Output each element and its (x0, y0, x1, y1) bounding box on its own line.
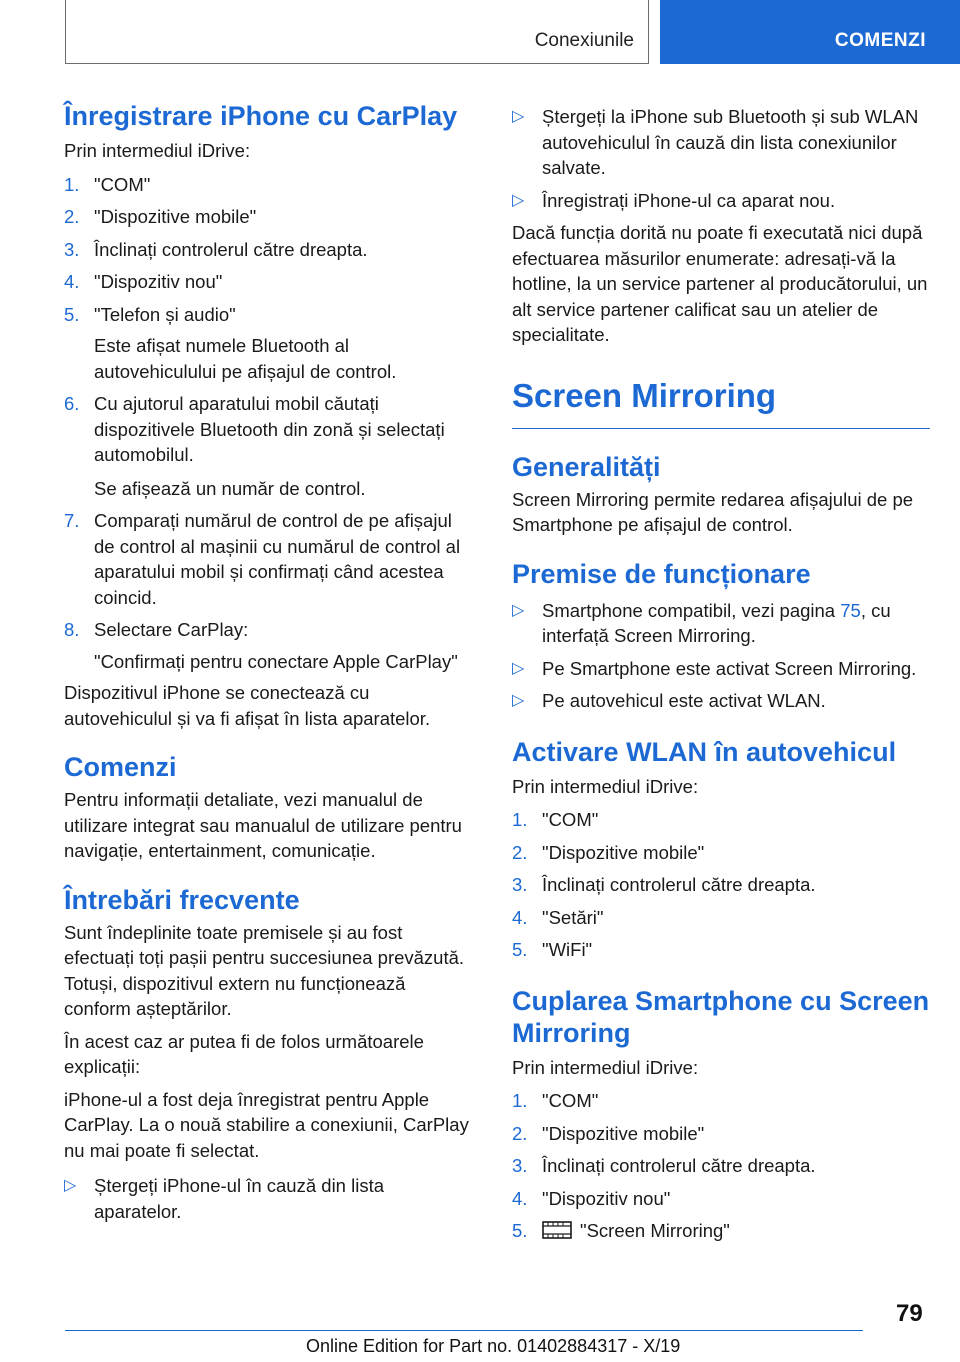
step-text: "Setări" (542, 906, 604, 928)
bullet-item (64, 1173, 476, 1224)
step-text: Comparați numărul de control de pe afișajul de control al mașinii cu numărul de control al aparatului mobil și confirmați când acestea coincid. (94, 510, 461, 608)
bullet-text: Pe autovehicul este activat WLAN. (542, 690, 826, 711)
bullet-text: Smartphone compatibil, vezi pagina (542, 599, 841, 621)
step-text: "Dispozitiv nou" (542, 1187, 671, 1209)
heading-iphone-carplay: Înregistrare iPhone cu CarPlay (64, 101, 458, 131)
premise-bullets (512, 598, 930, 714)
step-text: "Dispozitive mobile" (94, 206, 257, 227)
step-text: "Dispozitive mobile" (542, 1122, 705, 1144)
step-subtext: Se afișează un număr de control. (94, 477, 366, 499)
step-number: 1. (512, 809, 528, 830)
wlan-intro: Prin intermediul iDrive: (512, 775, 699, 797)
step-number: 7. (64, 510, 80, 531)
step-number: 6. (64, 393, 80, 414)
step-number: 4. (512, 1187, 528, 1209)
step-item (64, 508, 476, 610)
heading-comenzi: Comenzi (64, 752, 177, 782)
bullet-item (512, 598, 930, 649)
heading-cuplare: Cuplarea Smartphone cu Screen Mirroring (512, 985, 930, 1048)
triangle-bullet-icon: ▷ (512, 659, 525, 677)
step-text: "Telefon și audio" (94, 303, 236, 325)
step-number: 5. (512, 939, 528, 960)
bullet-text: Ștergeți la iPhone sub Bluetooth și sub WLAN autovehiculul în cauză din lista conexiunilor salvate. (542, 106, 919, 178)
bullet-text: Pe Smartphone este activat Screen Mirroring. (542, 657, 917, 679)
step-text: "Dispozitiv nou" (94, 271, 223, 292)
step-text: "COM" (542, 809, 599, 830)
left-column (64, 100, 476, 1224)
heading-generalitati: Generalități (512, 451, 661, 482)
heading-faq: Întrebări frecvente (64, 884, 300, 915)
triangle-bullet-icon: ▷ (512, 191, 525, 209)
header-active-tab[interactable] (660, 0, 960, 64)
step-item (64, 269, 476, 295)
general-text: Screen Mirroring permite redarea afișajului de pe Smartphone pe afișajul de control. (512, 488, 914, 535)
step-item (512, 840, 930, 866)
top-bullets (512, 104, 930, 213)
step-item (512, 937, 930, 963)
page-link[interactable]: 75 (840, 599, 861, 621)
step-number: 3. (64, 238, 80, 260)
step-number: 5. (512, 1220, 528, 1241)
step-item (512, 1121, 930, 1147)
step-item (64, 617, 476, 674)
step-item (64, 302, 476, 385)
footer-rule (65, 1330, 863, 1331)
heading-screen-mirroring: Screen Mirroring (512, 376, 777, 414)
heading-premise: Premise de funcționare (512, 558, 811, 589)
step-number: 3. (512, 1155, 528, 1176)
bullet-item (512, 104, 930, 181)
wlan-steps (512, 807, 930, 963)
page-number: 79 (896, 1300, 923, 1327)
step-item (64, 172, 476, 198)
step-number: 8. (64, 619, 80, 640)
step-number: 4. (64, 271, 80, 292)
bullet-text-continued: , cu interfață Screen Mirroring. (542, 599, 891, 646)
step-number: 3. (512, 874, 528, 895)
triangle-bullet-icon: ▷ (512, 108, 525, 125)
step-item (64, 204, 476, 230)
hotline-text: Dacă funcția dorită nu poate fi executată nici după efectuarea măsurilor enumerate: adresați-vă la hotline, la un service partener al producătorului, un alt service partener calificat sau un atelier de specialitate. (512, 222, 928, 345)
step-text: Înclinați controlerul către dreapta. (542, 874, 816, 895)
step-item (512, 872, 930, 898)
header-section-label: Conexiunile (534, 30, 634, 51)
faq-bullets (64, 1173, 476, 1224)
step-item (512, 1218, 930, 1247)
faq-paragraph-2: În acest caz ar putea fi de folos următoarele explicații: (64, 1030, 424, 1077)
step-text: Înclinați controlerul către dreapta. (94, 238, 368, 260)
iphone-intro: Prin intermediul iDrive: (64, 140, 251, 161)
triangle-bullet-icon: ▷ (512, 601, 525, 619)
iphone-steps (64, 172, 476, 675)
footer-edition: Online Edition for Part no. 01402884317 - X/19 (306, 1336, 681, 1356)
heading-activare-wlan: Activare WLAN în autovehicul (512, 736, 897, 767)
step-number: 5. (64, 303, 80, 325)
faq-paragraph-1: Sunt îndeplinite toate premisele și au fost efectuați toți pașii pentru succesiunea prevăzută. Totuși, dispozitivul extern nu funcționează conform așteptărilor. (64, 921, 465, 1019)
cuplare-intro: Prin intermediul iDrive: (512, 1056, 699, 1078)
step-text: "WiFi" (542, 939, 593, 960)
step-text: Selectare CarPlay: (94, 619, 249, 640)
faq-paragraph-3: iPhone-ul a fost deja înregistrat pentru Apple CarPlay. La o nouă stabilire a conexiunii, CarPlay nu mai poate fi selectat. (64, 1088, 469, 1161)
step-text: Înclinați controlerul către dreapta. (542, 1155, 816, 1176)
bullet-item (512, 656, 930, 682)
step-text: Cu ajutorul aparatului mobil căutați dispozitivele Bluetooth din zonă și selectați automobilul. (94, 393, 445, 465)
comenzi-text: Pentru informații detaliate, vezi manualul de utilizare integrat sau manualul de utilizare pentru navigație, entertainment, comunicație. (64, 789, 462, 861)
section-rule (512, 428, 930, 429)
step-item (64, 237, 476, 263)
bullet-text: Înregistrați iPhone-ul ca aparat nou. (542, 189, 836, 211)
step-number: 1. (64, 173, 80, 195)
cuplare-steps (512, 1088, 930, 1247)
step-text: "COM" (542, 1090, 599, 1111)
triangle-bullet-icon: ▷ (64, 1177, 77, 1194)
header-section-tab[interactable] (65, 0, 649, 64)
after-steps-text: Dispozitivul iPhone se conectează cu autovehiculul și va fi afișat în lista aparatelor. (64, 682, 431, 729)
step-item (512, 1153, 930, 1179)
bullet-text: Ștergeți iPhone-ul în cauză din lista aparatelor. (94, 1175, 385, 1222)
step-text: "COM" (94, 173, 151, 195)
header-active-label: COMENZI (834, 30, 926, 51)
step-item (512, 1088, 930, 1114)
bullet-item (512, 188, 930, 214)
step-number: 1. (512, 1090, 528, 1111)
step-item (512, 807, 930, 833)
screen-mirroring-icon (542, 1220, 572, 1247)
step-text: "Screen Mirroring" (580, 1220, 730, 1241)
step-subtext: "Confirmați pentru conectare Apple CarPlay" (94, 650, 458, 672)
right-column (512, 100, 930, 1247)
step-item (64, 391, 476, 501)
step-item (512, 905, 930, 931)
step-text: "Dispozitive mobile" (542, 841, 705, 863)
step-number: 2. (64, 206, 80, 227)
bullet-item (512, 688, 930, 714)
step-item (512, 1186, 930, 1212)
step-subtext: Este afișat numele Bluetooth al autovehiculului pe afișajul de control. (94, 335, 397, 382)
step-number: 2. (512, 841, 528, 863)
triangle-bullet-icon: ▷ (512, 692, 525, 709)
step-number: 4. (512, 906, 528, 928)
step-number: 2. (512, 1122, 528, 1144)
